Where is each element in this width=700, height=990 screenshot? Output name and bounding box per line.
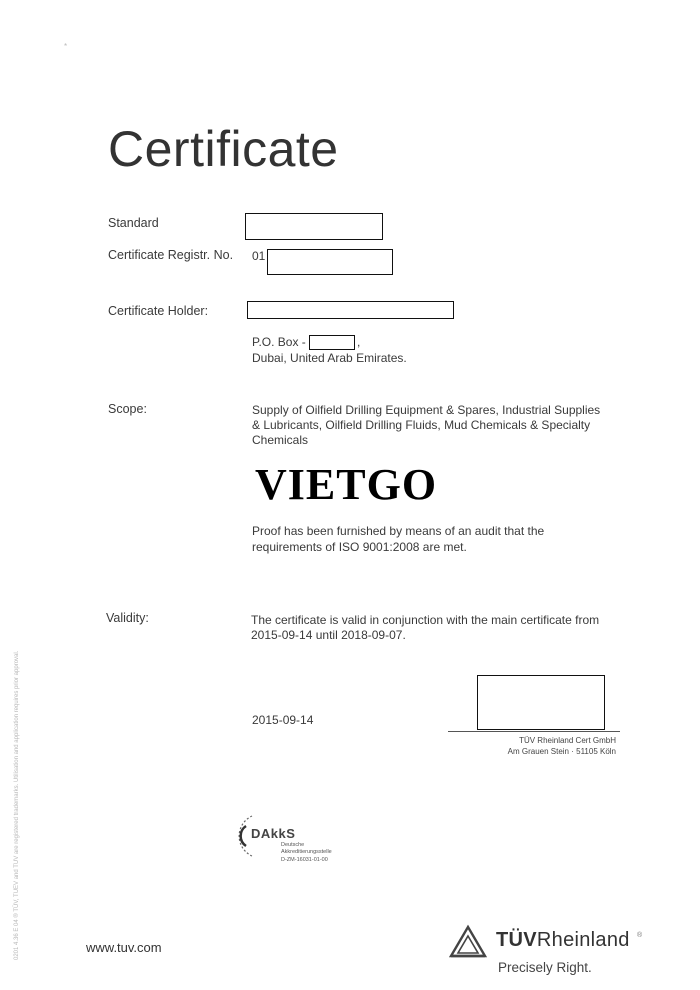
holder-label: Certificate Holder: [108, 304, 209, 318]
signature-redaction-box [477, 675, 605, 730]
footer-url: www.tuv.com [86, 940, 162, 955]
signature-line [448, 731, 620, 732]
side-trademark-print: 0201 4.36 E 04 ® TÜV, TUEV and TUV are registered trademarks. Utilisation and application requires prior approval. [14, 650, 20, 960]
tuv-tagline: Precisely Right. [498, 960, 592, 975]
dakks-line-2: Akkreditierungsstelle [281, 849, 332, 856]
registered-mark: ® [637, 932, 643, 939]
registr-prefix: 01 [252, 249, 266, 263]
page-title: Certificate [108, 121, 339, 177]
standard-redaction-box [245, 213, 383, 240]
scope-line-2: & Lubricants, Oilfield Drilling Fluids, Mud Chemicals & Specialty [252, 418, 591, 432]
tuv-brand-bold: TÜV [496, 929, 537, 951]
dakks-subtitle [281, 842, 332, 864]
tuv-triangle-icon [448, 924, 488, 960]
pobox-redaction-box [309, 335, 355, 350]
address-pobox: P.O. Box - [252, 335, 306, 349]
scope-line-1: Supply of Oilfield Drilling Equipment & Spares, Industrial Supplies [252, 403, 601, 417]
issuer-line-1: TÜV Rheinland Cert GmbH [519, 736, 616, 745]
proof-line-2: requirements of ISO 9001:2008 are met. [252, 540, 467, 554]
proof-line-1: Proof has been furnished by means of an audit that the [252, 524, 545, 538]
holder-redaction-box [247, 301, 454, 319]
tuv-brand-name [496, 929, 630, 952]
dakks-line-3: D-ZM-16031-01-00 [281, 856, 328, 863]
issuer-line-2: Am Grauen Stein · 51105 Köln [507, 746, 616, 756]
vietgo-watermark: VIETGO [255, 460, 438, 509]
address-city: Dubai, United Arab Emirates. [252, 351, 407, 365]
validity-label: Validity: [106, 611, 149, 625]
standard-label: Standard [108, 216, 159, 230]
top-scan-mark: * [64, 42, 68, 51]
registr-label: Certificate Registr. No. [108, 248, 234, 262]
validity-line-1: The certificate is valid in conjunction with the main certificate from [251, 613, 600, 627]
address-pobox-suffix: , [357, 335, 361, 349]
validity-line-2: 2015-09-14 until 2018-09-07. [251, 628, 406, 642]
scope-label: Scope: [108, 402, 147, 416]
registr-redaction-box [267, 249, 393, 275]
tuv-brand-rest: Rheinland [536, 929, 630, 951]
issue-date: 2015-09-14 [252, 713, 314, 727]
dakks-name: DAkkS [251, 826, 296, 841]
scope-line-3: Chemicals [252, 433, 309, 447]
dakks-line-1: Deutsche [281, 842, 305, 848]
issuer-block [470, 736, 616, 758]
